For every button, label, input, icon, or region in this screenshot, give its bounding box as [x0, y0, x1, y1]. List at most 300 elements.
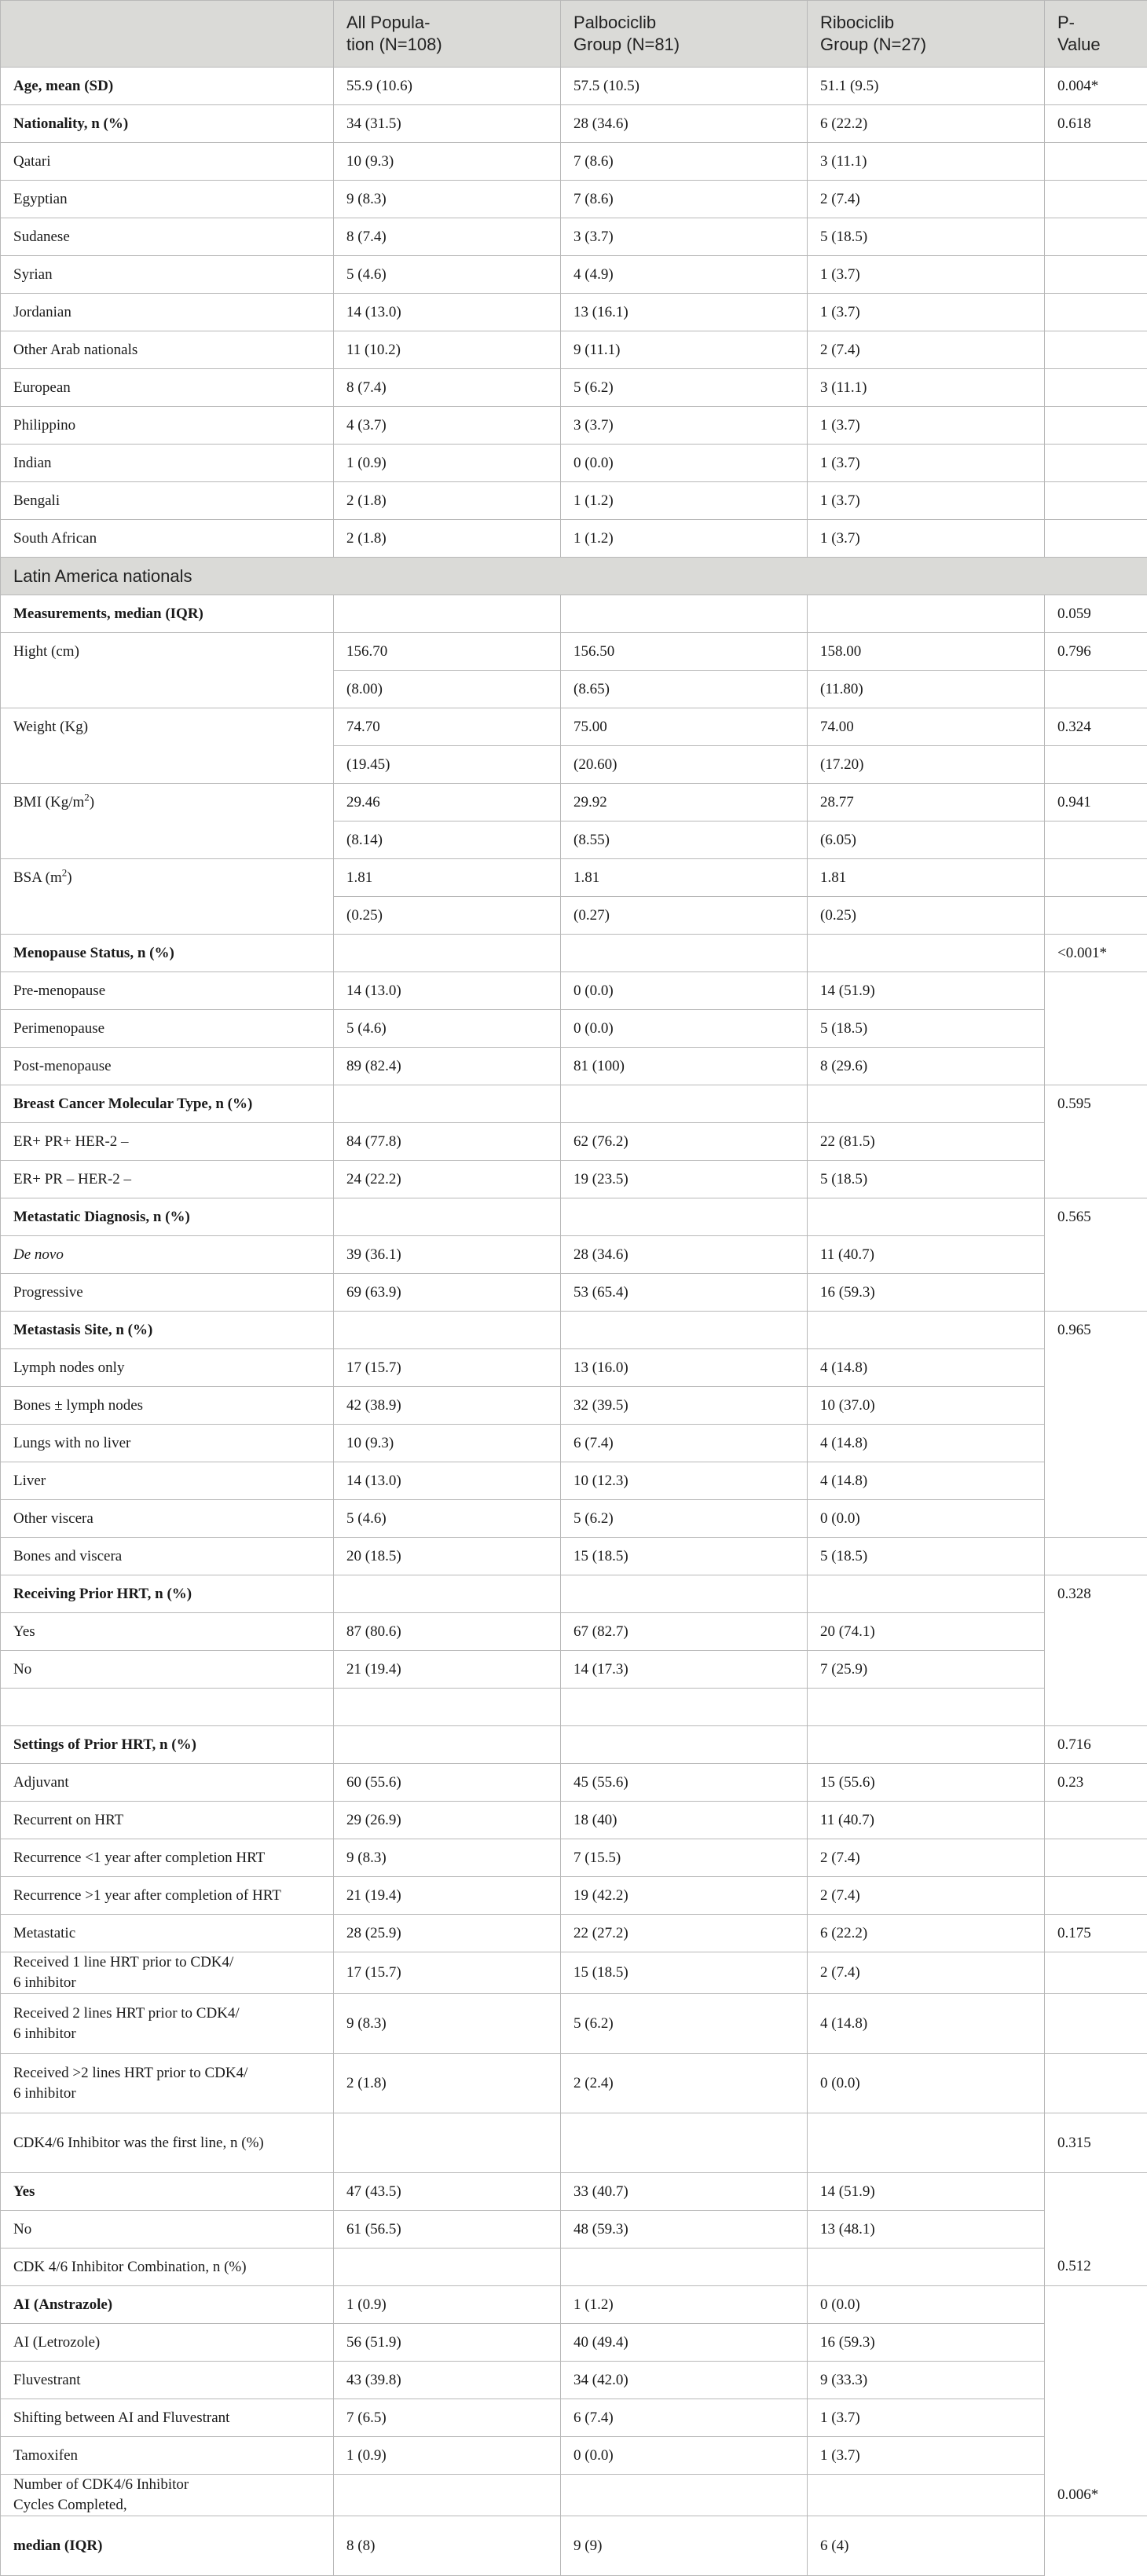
table-row: [1, 2113, 1147, 2173]
cell-all-population: 21 (19.4): [334, 1651, 561, 1689]
cell-palbociclib: 13 (16.0): [561, 1349, 808, 1387]
cell-p-value: 0.328: [1045, 1575, 1147, 1613]
cell-ribociclib: 1 (3.7): [808, 294, 1045, 331]
table-row: [1, 256, 1147, 294]
cell-p-value: [1045, 2173, 1147, 2211]
cell-ribociclib: 2 (7.4): [808, 1952, 1045, 1994]
cell-palbociclib: 1.81: [561, 859, 808, 897]
cell-p-value: [1045, 482, 1147, 520]
table-row: [1, 2211, 1147, 2249]
cell-p-value: [1045, 1994, 1147, 2054]
cell-ribociclib: 20 (74.1): [808, 1613, 1045, 1651]
row-label: [1, 1689, 334, 1726]
cell-palbociclib: 1 (1.2): [561, 482, 808, 520]
cell-ribociclib: 1 (3.7): [808, 407, 1045, 445]
cell-ribociclib: (17.20): [808, 746, 1045, 784]
cell-all-population: 1 (0.9): [334, 2437, 561, 2475]
row-label: Metastatic Diagnosis, n (%): [1, 1198, 334, 1236]
cell-palbociclib: 0 (0.0): [561, 1010, 808, 1048]
row-label: Hight (cm): [1, 633, 334, 671]
cell-all-population: [334, 935, 561, 972]
cell-ribociclib: 0 (0.0): [808, 2054, 1045, 2113]
row-label: Perimenopause: [1, 1010, 334, 1048]
cell-p-value: 0.796: [1045, 633, 1147, 671]
cell-ribociclib: 2 (7.4): [808, 181, 1045, 218]
row-label: Received 2 lines HRT prior to CDK4/ 6 inhibitor: [1, 1994, 334, 2054]
cell-palbociclib: 62 (76.2): [561, 1123, 808, 1161]
cell-ribociclib: [808, 1689, 1045, 1726]
cell-ribociclib: 1.81: [808, 859, 1045, 897]
table-row: [1, 1048, 1147, 1085]
cell-p-value: [1045, 331, 1147, 369]
table-row: [1, 68, 1147, 105]
header-blank: [1, 1, 334, 68]
cell-p-value: 0.565: [1045, 1198, 1147, 1236]
cell-all-population: (8.14): [334, 821, 561, 859]
cell-all-population: 34 (31.5): [334, 105, 561, 143]
cell-palbociclib: 75.00: [561, 708, 808, 746]
row-label: Shifting between AI and Fluvestrant: [1, 2399, 334, 2437]
cell-ribociclib: [808, 1198, 1045, 1236]
table-row: [1, 520, 1147, 558]
cell-palbociclib: [561, 1575, 808, 1613]
cell-all-population: [334, 1312, 561, 1349]
cell-ribociclib: [808, 2249, 1045, 2286]
row-label: CDK4/6 Inhibitor was the first line, n (%): [1, 2113, 334, 2173]
cell-all-population: [334, 2475, 561, 2516]
table-row: [1, 294, 1147, 331]
cell-palbociclib: [561, 1198, 808, 1236]
cell-ribociclib: 2 (7.4): [808, 331, 1045, 369]
table-row: [1, 2516, 1147, 2576]
row-label: Philippino: [1, 407, 334, 445]
cell-palbociclib: [561, 2249, 808, 2286]
table-row: [1, 2362, 1147, 2399]
cell-p-value: 0.965: [1045, 1312, 1147, 1349]
cell-palbociclib: 14 (17.3): [561, 1651, 808, 1689]
table-row: [1, 859, 1147, 897]
cell-palbociclib: 19 (23.5): [561, 1161, 808, 1198]
cell-palbociclib: (8.55): [561, 821, 808, 859]
cell-ribociclib: 1 (3.7): [808, 2437, 1045, 2475]
cell-p-value: [1045, 143, 1147, 181]
label-text: BSA (m: [13, 869, 62, 886]
cell-palbociclib: 18 (40): [561, 1802, 808, 1839]
table-row: [1, 1952, 1147, 1994]
row-label: AI (Anstrazole): [1, 2286, 334, 2324]
cell-ribociclib: 6 (22.2): [808, 1915, 1045, 1952]
row-label: Received 1 line HRT prior to CDK4/ 6 inhibitor: [1, 1952, 334, 1994]
row-label: No: [1, 2211, 334, 2249]
row-label: [1, 671, 334, 708]
cell-palbociclib: 15 (18.5): [561, 1538, 808, 1575]
group-heading: Latin America nationals: [1, 558, 1147, 595]
row-label: Fluvestrant: [1, 2362, 334, 2399]
row-label: [1, 821, 334, 859]
table-row: [1, 1651, 1147, 1689]
cell-p-value: [1045, 294, 1147, 331]
header-row: [1, 1, 1147, 68]
cell-p-value: [1045, 1349, 1147, 1387]
cell-palbociclib: 9 (9): [561, 2516, 808, 2576]
cell-p-value: [1045, 1500, 1147, 1538]
cell-palbociclib: 53 (65.4): [561, 1274, 808, 1312]
cell-p-value: [1045, 2324, 1147, 2362]
table-row: [1, 1236, 1147, 1274]
cell-ribociclib: 1 (3.7): [808, 256, 1045, 294]
cell-p-value: [1045, 1651, 1147, 1689]
cell-ribociclib: 0 (0.0): [808, 1500, 1045, 1538]
header-p-value: P- Value: [1045, 1, 1147, 68]
cell-all-population: 8 (8): [334, 2516, 561, 2576]
cell-all-population: (19.45): [334, 746, 561, 784]
table-row: [1, 821, 1147, 859]
row-label: Sudanese: [1, 218, 334, 256]
table-row: [1, 897, 1147, 935]
cell-all-population: 55.9 (10.6): [334, 68, 561, 105]
row-label: AI (Letrozole): [1, 2324, 334, 2362]
cell-ribociclib: 11 (40.7): [808, 1802, 1045, 1839]
cell-ribociclib: [808, 1726, 1045, 1764]
cell-p-value: 0.618: [1045, 105, 1147, 143]
label-text-end: ): [89, 793, 95, 810]
cell-palbociclib: 3 (3.7): [561, 407, 808, 445]
cell-all-population: [334, 1575, 561, 1613]
cell-palbociclib: 4 (4.9): [561, 256, 808, 294]
cell-all-population: 9 (8.3): [334, 181, 561, 218]
cell-p-value: [1045, 1952, 1147, 1994]
cell-palbociclib: 6 (7.4): [561, 1425, 808, 1462]
cell-palbociclib: 28 (34.6): [561, 1236, 808, 1274]
cell-ribociclib: 16 (59.3): [808, 2324, 1045, 2362]
table-row: [1, 2324, 1147, 2362]
cell-all-population: 5 (4.6): [334, 1500, 561, 1538]
row-label: Liver: [1, 1462, 334, 1500]
cell-ribociclib: 9 (33.3): [808, 2362, 1045, 2399]
cell-p-value: [1045, 2516, 1147, 2576]
row-label: Recurrence <1 year after completion HRT: [1, 1839, 334, 1877]
row-label: Pre-menopause: [1, 972, 334, 1010]
row-label: Lymph nodes only: [1, 1349, 334, 1387]
table-row: [1, 1425, 1147, 1462]
table-row: [1, 1915, 1147, 1952]
cell-ribociclib: 74.00: [808, 708, 1045, 746]
row-label: Bones and viscera: [1, 1538, 334, 1575]
table-row: [1, 746, 1147, 784]
cell-ribociclib: 6 (4): [808, 2516, 1045, 2576]
cell-palbociclib: 28 (34.6): [561, 105, 808, 143]
row-label: South African: [1, 520, 334, 558]
row-label: Other viscera: [1, 1500, 334, 1538]
cell-ribociclib: 51.1 (9.5): [808, 68, 1045, 105]
cell-palbociclib: [561, 1726, 808, 1764]
cell-ribociclib: [808, 1575, 1045, 1613]
cell-all-population: 8 (7.4): [334, 369, 561, 407]
row-label: Other Arab nationals: [1, 331, 334, 369]
cell-all-population: [334, 2113, 561, 2173]
cell-all-population: 14 (13.0): [334, 1462, 561, 1500]
cell-all-population: 1 (0.9): [334, 2286, 561, 2324]
row-label: De novo: [1, 1236, 334, 1274]
cell-p-value: [1045, 520, 1147, 558]
cell-palbociclib: (20.60): [561, 746, 808, 784]
table-row: [1, 2437, 1147, 2475]
cell-ribociclib: 5 (18.5): [808, 1010, 1045, 1048]
cell-palbociclib: 57.5 (10.5): [561, 68, 808, 105]
cell-p-value: [1045, 369, 1147, 407]
row-label: Jordanian: [1, 294, 334, 331]
cell-palbociclib: [561, 935, 808, 972]
table-row: [1, 671, 1147, 708]
header-palbociclib-group: Palbociclib Group (N=81): [561, 1, 808, 68]
cell-p-value: [1045, 1689, 1147, 1726]
cell-p-value: [1045, 1877, 1147, 1915]
cell-palbociclib: 3 (3.7): [561, 218, 808, 256]
cell-p-value: 0.595: [1045, 1085, 1147, 1123]
row-label: ER+ PR+ HER-2 –: [1, 1123, 334, 1161]
row-label: European: [1, 369, 334, 407]
row-label: Nationality, n (%): [1, 105, 334, 143]
label-text: BMI (Kg/m: [13, 793, 85, 810]
cell-p-value: [1045, 2054, 1147, 2113]
cell-palbociclib: (8.65): [561, 671, 808, 708]
cell-p-value: 0.006*: [1045, 2475, 1147, 2516]
row-label: Receiving Prior HRT, n (%): [1, 1575, 334, 1613]
cell-all-population: 56 (51.9): [334, 2324, 561, 2362]
row-label: Bones ± lymph nodes: [1, 1387, 334, 1425]
cell-p-value: 0.175: [1045, 1915, 1147, 1952]
cell-palbociclib: 48 (59.3): [561, 2211, 808, 2249]
cell-p-value: [1045, 1048, 1147, 1085]
cell-ribociclib: 5 (18.5): [808, 1538, 1045, 1575]
table-row: [1, 633, 1147, 671]
cell-ribociclib: 0 (0.0): [808, 2286, 1045, 2324]
cell-palbociclib: 67 (82.7): [561, 1613, 808, 1651]
cell-ribociclib: 4 (14.8): [808, 1994, 1045, 2054]
cell-p-value: 0.716: [1045, 1726, 1147, 1764]
cell-p-value: [1045, 1538, 1147, 1575]
cell-palbociclib: 13 (16.1): [561, 294, 808, 331]
cell-all-population: 47 (43.5): [334, 2173, 561, 2211]
cell-all-population: 24 (22.2): [334, 1161, 561, 1198]
cell-ribociclib: [808, 1312, 1045, 1349]
cell-all-population: [334, 1726, 561, 1764]
cell-ribociclib: 14 (51.9): [808, 2173, 1045, 2211]
cell-palbociclib: 34 (42.0): [561, 2362, 808, 2399]
cell-palbociclib: 156.50: [561, 633, 808, 671]
table-row: [1, 1613, 1147, 1651]
cell-palbociclib: 32 (39.5): [561, 1387, 808, 1425]
cell-palbociclib: 7 (8.6): [561, 181, 808, 218]
cell-palbociclib: 33 (40.7): [561, 2173, 808, 2211]
cell-palbociclib: [561, 1312, 808, 1349]
cell-ribociclib: 6 (22.2): [808, 105, 1045, 143]
label-superscript: 2: [61, 866, 68, 879]
cell-all-population: 39 (36.1): [334, 1236, 561, 1274]
cell-p-value: [1045, 1123, 1147, 1161]
cell-p-value: [1045, 1010, 1147, 1048]
cell-p-value: [1045, 1236, 1147, 1274]
row-label: Syrian: [1, 256, 334, 294]
row-label: Lungs with no liver: [1, 1425, 334, 1462]
cell-all-population: 2 (1.8): [334, 482, 561, 520]
cell-p-value: [1045, 972, 1147, 1010]
cell-ribociclib: 14 (51.9): [808, 972, 1045, 1010]
cell-p-value: 0.941: [1045, 784, 1147, 821]
row-label: Progressive: [1, 1274, 334, 1312]
row-label: [1, 746, 334, 784]
row-label: Received >2 lines HRT prior to CDK4/ 6 inhibitor: [1, 2054, 334, 2113]
cell-ribociclib: 3 (11.1): [808, 143, 1045, 181]
cell-ribociclib: 1 (3.7): [808, 520, 1045, 558]
cell-palbociclib: 15 (18.5): [561, 1952, 808, 1994]
row-label: Menopause Status, n (%): [1, 935, 334, 972]
table-row: [1, 2399, 1147, 2437]
table-row: [1, 181, 1147, 218]
row-label: Egyptian: [1, 181, 334, 218]
cell-all-population: 17 (15.7): [334, 1349, 561, 1387]
cell-palbociclib: 5 (6.2): [561, 1994, 808, 2054]
row-label: Metastasis Site, n (%): [1, 1312, 334, 1349]
cell-palbociclib: (0.27): [561, 897, 808, 935]
row-label: ER+ PR – HER-2 –: [1, 1161, 334, 1198]
row-label: [1, 897, 334, 935]
cell-ribociclib: 8 (29.6): [808, 1048, 1045, 1085]
cell-p-value: [1045, 1274, 1147, 1312]
cell-all-population: 74.70: [334, 708, 561, 746]
table-row: [1, 331, 1147, 369]
table-row: [1, 1387, 1147, 1425]
table-row: [1, 369, 1147, 407]
cell-p-value: 0.324: [1045, 708, 1147, 746]
table-row: [1, 2475, 1147, 2516]
cell-all-population: 10 (9.3): [334, 143, 561, 181]
cell-ribociclib: [808, 2475, 1045, 2516]
row-label: Indian: [1, 445, 334, 482]
row-label: median (IQR): [1, 2516, 334, 2576]
cell-all-population: 89 (82.4): [334, 1048, 561, 1085]
table-row: [1, 407, 1147, 445]
cell-p-value: [1045, 746, 1147, 784]
cell-palbociclib: 7 (8.6): [561, 143, 808, 181]
cell-all-population: 42 (38.9): [334, 1387, 561, 1425]
cell-p-value: 0.315: [1045, 2113, 1147, 2173]
cell-ribociclib: [808, 1085, 1045, 1123]
cell-all-population: 9 (8.3): [334, 1839, 561, 1877]
cell-all-population: 156.70: [334, 633, 561, 671]
cell-palbociclib: 5 (6.2): [561, 369, 808, 407]
cell-all-population: 2 (1.8): [334, 520, 561, 558]
cell-all-population: (8.00): [334, 671, 561, 708]
cell-all-population: 10 (9.3): [334, 1425, 561, 1462]
cell-all-population: 29 (26.9): [334, 1802, 561, 1839]
row-label: Yes: [1, 2173, 334, 2211]
cell-ribociclib: 22 (81.5): [808, 1123, 1045, 1161]
cell-all-population: [334, 1689, 561, 1726]
cell-all-population: 20 (18.5): [334, 1538, 561, 1575]
cell-all-population: 5 (4.6): [334, 1010, 561, 1048]
table-row: [1, 1500, 1147, 1538]
row-label: Breast Cancer Molecular Type, n (%): [1, 1085, 334, 1123]
header-ribociclib-group: Ribociclib Group (N=27): [808, 1, 1045, 68]
cell-all-population: [334, 595, 561, 633]
cell-p-value: [1045, 1161, 1147, 1198]
cell-p-value: [1045, 1387, 1147, 1425]
table-row: [1, 1274, 1147, 1312]
cell-ribociclib: 10 (37.0): [808, 1387, 1045, 1425]
row-label: Age, mean (SD): [1, 68, 334, 105]
table-row: [1, 972, 1147, 1010]
cell-p-value: [1045, 218, 1147, 256]
cell-all-population: 21 (19.4): [334, 1877, 561, 1915]
table-row: [1, 2173, 1147, 2211]
cell-p-value: [1045, 256, 1147, 294]
table-row: [1, 1802, 1147, 1839]
cell-all-population: 14 (13.0): [334, 972, 561, 1010]
cell-ribociclib: 15 (55.6): [808, 1764, 1045, 1802]
row-label: [1, 784, 334, 821]
cell-p-value: [1045, 407, 1147, 445]
cell-palbociclib: [561, 1085, 808, 1123]
cell-p-value: [1045, 859, 1147, 897]
cell-p-value: 0.004*: [1045, 68, 1147, 105]
table-row: [1, 1575, 1147, 1613]
cell-all-population: 1.81: [334, 859, 561, 897]
table-row: [1, 2249, 1147, 2286]
table-row: [1, 558, 1147, 595]
cell-p-value: [1045, 2286, 1147, 2324]
cell-all-population: 69 (63.9): [334, 1274, 561, 1312]
row-label: Bengali: [1, 482, 334, 520]
cell-all-population: 87 (80.6): [334, 1613, 561, 1651]
cell-palbociclib: 29.92: [561, 784, 808, 821]
cell-all-population: 8 (7.4): [334, 218, 561, 256]
cell-p-value: [1045, 2362, 1147, 2399]
cell-p-value: [1045, 897, 1147, 935]
row-label: Recurrence >1 year after completion of HRT: [1, 1877, 334, 1915]
cell-palbociclib: 81 (100): [561, 1048, 808, 1085]
cell-ribociclib: 28.77: [808, 784, 1045, 821]
cell-palbociclib: 40 (49.4): [561, 2324, 808, 2362]
cell-all-population: [334, 2249, 561, 2286]
cell-ribociclib: 3 (11.1): [808, 369, 1045, 407]
cell-all-population: 29.46: [334, 784, 561, 821]
cell-ribociclib: 1 (3.7): [808, 445, 1045, 482]
cell-ribociclib: 5 (18.5): [808, 218, 1045, 256]
cell-p-value: [1045, 2437, 1147, 2475]
table-row: [1, 1312, 1147, 1349]
cell-all-population: (0.25): [334, 897, 561, 935]
cell-palbociclib: 1 (1.2): [561, 520, 808, 558]
table-row: [1, 1085, 1147, 1123]
table-body: [1, 68, 1147, 2576]
cell-ribociclib: 13 (48.1): [808, 2211, 1045, 2249]
table-row: [1, 1726, 1147, 1764]
row-label: Recurrent on HRT: [1, 1802, 334, 1839]
cell-all-population: 9 (8.3): [334, 1994, 561, 2054]
cell-palbociclib: 19 (42.2): [561, 1877, 808, 1915]
cell-palbociclib: 6 (7.4): [561, 2399, 808, 2437]
header-all-population: All Popula- tion (N=108): [334, 1, 561, 68]
cell-ribociclib: 5 (18.5): [808, 1161, 1045, 1198]
cell-p-value: [1045, 2399, 1147, 2437]
cell-all-population: 4 (3.7): [334, 407, 561, 445]
cell-palbociclib: 10 (12.3): [561, 1462, 808, 1500]
cell-palbociclib: [561, 2475, 808, 2516]
row-label: [1, 859, 334, 897]
row-label: Metastatic: [1, 1915, 334, 1952]
table-row: [1, 482, 1147, 520]
